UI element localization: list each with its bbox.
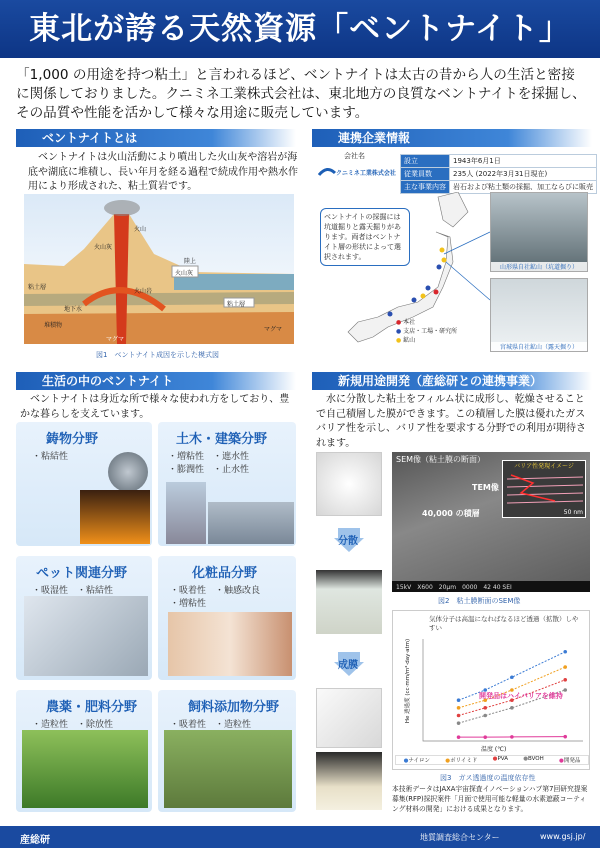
legend-item: ● 支店・工場・研究所: [396, 328, 458, 335]
data-point: [457, 714, 461, 718]
map-note: ベントナイトの採掘には坑道掘りと露天掘りがあります。両者はベントナイト層の形状によって選択されます。: [320, 208, 410, 266]
diagram-label: 堆積物: [44, 322, 63, 329]
table-key: 従業員数: [401, 168, 450, 181]
cosmetics-image: [168, 612, 292, 676]
section-about-heading: ベントナイトとは: [16, 129, 296, 147]
data-point: [483, 706, 487, 710]
table-key: 設立: [401, 155, 450, 168]
about-text: ベントナイトは火山活動により噴出した火山灰や溶岩が海底や湖底に堆積し、長い年月を経る過程で続成作用や熱水作用により形成された、粘土質岩です。: [28, 152, 298, 192]
data-point: [563, 665, 567, 669]
company-logo: [318, 151, 398, 191]
sem-info-bar: 15kV X600 20μm 0000 42 40 SEI: [392, 581, 590, 592]
intro-text: 「1,000 の用途を持つ粘土」と言われるほど、ベントナイトは太古の昔から人の生活と密接に関係しておりました。クニミネ工業株式会社は、東北地方の良質なベントナイトを採掘し、その品質や性能を活かして様々な用途に販売しています。: [16, 67, 586, 121]
construction-image: [208, 502, 294, 544]
table-row: [401, 155, 597, 168]
japan-map: [318, 192, 588, 352]
gsj-name: 地質調査総合センター: [420, 833, 500, 842]
footer: [0, 826, 600, 848]
kunimine-logo-icon: [318, 165, 336, 179]
arrow-film: [334, 652, 364, 676]
usage-card-pet: [16, 556, 152, 680]
diagram-label: 粘土層: [28, 284, 47, 291]
data-point: [510, 675, 514, 679]
table-value: 1943年6月1日: [450, 155, 597, 168]
diagram-label: 火山岩: [134, 288, 153, 295]
usage-card-civil: [158, 422, 296, 546]
card-title: 農薬・肥料分野: [46, 700, 138, 715]
data-point: [457, 721, 461, 725]
section-company-heading: 連携企業情報: [312, 129, 592, 147]
diagram-label: 粘土層: [227, 301, 246, 308]
arrow-dispersion: [334, 528, 364, 552]
card-prop: ・吸湿性 ・粘結性: [32, 586, 114, 596]
diagram-label: 火山灰: [94, 244, 113, 251]
gas-permeability-chart: [392, 610, 590, 770]
usage-card-feed: [158, 690, 296, 812]
card-title: 化粧品分野: [192, 566, 258, 581]
dev-text: 水に分散した粘土をフィルム状に成形し、乾燥させることで自己積層した膜ができます。この積層した膜は優れたガスバリア性を示し、バリア性を要求する分野での利用が期待されます。: [316, 394, 586, 449]
data-point: [563, 735, 567, 739]
legend-item: ●ポリイミド: [445, 758, 478, 764]
section-life-heading: 生活の中のベントナイト: [16, 372, 296, 390]
table-value: 235人 (2022年3月31日現在): [450, 168, 597, 181]
data-point: [563, 650, 567, 654]
diagram-label: マグマ: [264, 326, 283, 333]
card-prop: ・粘結性: [32, 452, 69, 462]
card-prop: ・膨潤性 ・止水性: [168, 465, 250, 475]
data-point: [457, 706, 461, 710]
company-info-table: [400, 154, 597, 194]
card-title: ペット関連分野: [36, 566, 128, 581]
legend-item: ●ナイロン: [403, 758, 431, 764]
figure-2-caption: 図2 粘土膜断面のSEM像: [438, 597, 521, 605]
y-axis-label: He 透過度 (cc·mm/m²·day·atm): [405, 638, 411, 724]
card-title: 土木・建築分野: [176, 432, 268, 447]
company-name-label: 会社名: [344, 152, 365, 160]
card-title: 鋳物分野: [46, 432, 99, 447]
life-text: ベントナイトは身近な所で様々な使われ方をしており、豊かな暮らしを支えています。: [20, 394, 290, 420]
diagram-label: 火山灰: [175, 270, 194, 277]
legend-item: ● 鉱山: [396, 337, 416, 344]
card-prop: ・吸着性 ・触感改良: [170, 586, 261, 596]
step-label: 成膜: [338, 660, 358, 671]
chart-note: 気体分子は高温になればなるほど透過（拡散）しやすい: [429, 615, 579, 632]
step-label: 分散: [338, 536, 358, 547]
cat-litter-image: [24, 596, 148, 676]
card-prop: ・増粘性: [170, 599, 207, 609]
sem-image: [392, 452, 590, 592]
data-point: [457, 735, 461, 739]
diagram-label: 地下水: [64, 306, 83, 313]
diagram-label: 陸上: [184, 258, 197, 265]
tem-inset: [502, 460, 586, 518]
tem-label: TEM像: [472, 483, 499, 492]
clay-powder-image: [316, 452, 382, 516]
tower-image: [166, 482, 206, 544]
mine-photo-open-pit: [490, 278, 588, 352]
chart-note: 開発品はハイバリアを維持: [479, 692, 563, 700]
usage-card-casting: [16, 422, 152, 546]
section-dev-heading: 新規用途開発（産総研との連携事業）: [312, 372, 592, 390]
data-point: [510, 735, 514, 739]
clay-dispersion-image: [316, 570, 382, 634]
mine-photo-tunnel: [490, 192, 588, 272]
diagram-label: マグマ: [106, 336, 125, 343]
table-key: 主な事業内容: [401, 181, 450, 194]
table-value: 岩石および粘土類の採掘、加工ならびに販売: [450, 181, 597, 194]
tem-scale: 50 nm: [563, 509, 583, 516]
diagram-label: 火山: [134, 226, 147, 233]
data-point: [510, 706, 514, 710]
card-prop: ・増粘性 ・遮水性: [168, 452, 250, 462]
page-title: 東北が誇る天然資源「ベントナイト」: [0, 0, 600, 58]
clay-film-image: [316, 688, 382, 748]
card-title: 飼料添加物分野: [188, 700, 280, 715]
card-prop: ・造粒性 ・除放性: [32, 720, 114, 730]
table-row: [401, 168, 597, 181]
photo-caption: 宮城県自社鉱山（露天掘り）: [491, 342, 587, 351]
clay-roll-image: [316, 752, 382, 810]
legend-item: ●開発品: [559, 758, 581, 764]
funding-note: 本技術データはJAXA宇宙探査イノベーションハブ第7回研究提案募集(RFP)採択案件「月面で使用可能な軽量の水素遮蔽コーティング材料の開発」における成果となります。: [392, 785, 588, 813]
gsj-url[interactable]: www.gsj.jp/: [540, 832, 586, 841]
legend-item: ●PVA: [492, 756, 508, 762]
layers-label: 40,000 の積層: [422, 509, 480, 518]
card-prop: ・吸着性 ・造粒性: [170, 720, 252, 730]
aist-logo: 産総研: [20, 835, 50, 846]
usage-card-cosmetics: [158, 556, 296, 680]
data-point: [563, 678, 567, 682]
data-point: [483, 714, 487, 718]
photo-caption: 山形県自社鉱山（坑道掘り）: [491, 262, 587, 271]
data-point: [457, 698, 461, 702]
figure-1-caption: 図1 ベントナイト成因を示した模式図: [96, 351, 219, 359]
casting-fire-image: [80, 490, 150, 544]
chart-axes: [423, 639, 583, 741]
data-point: [483, 735, 487, 739]
x-axis-label: 温度 (℃): [481, 746, 507, 753]
map-legend: [396, 318, 457, 345]
usage-card-agri: [16, 690, 152, 812]
legend-item: ● 本社: [396, 319, 416, 326]
company-logo-text: クニミネ工業株式会社: [336, 169, 396, 177]
sem-title: SEM像（粘土膜の断面）: [396, 455, 486, 464]
tem-inset-title: バリア性発現イメージ: [514, 463, 574, 470]
rice-field-image: [22, 730, 148, 808]
figure-3-caption: 図3 ガス透過度の温度依存性: [440, 774, 536, 782]
livestock-image: [164, 730, 292, 808]
chart-legend: [395, 755, 589, 765]
bentonite-formation-diagram: [24, 194, 294, 346]
legend-item: ●BVOH: [523, 756, 544, 762]
data-point: [563, 688, 567, 692]
casting-part-image: [108, 452, 148, 492]
